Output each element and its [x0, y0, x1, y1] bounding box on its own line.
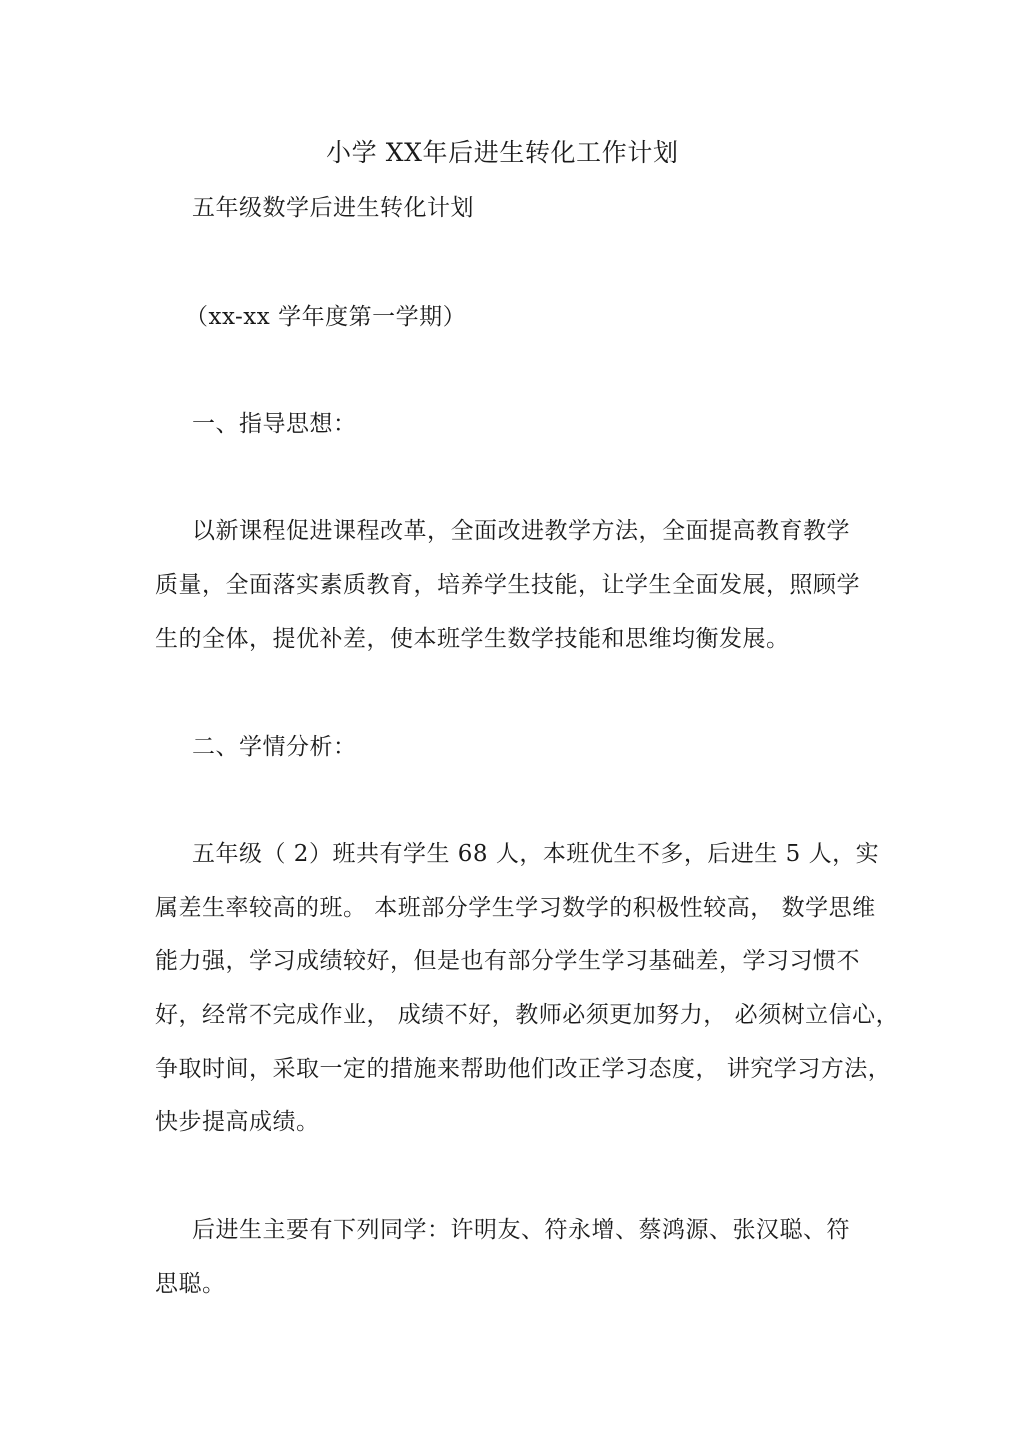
paragraph-line: 属差生率较高的班。 本班部分学生学习数学的积极性较高， 数学思维 — [155, 895, 876, 921]
term-label: （xx-xx 学年度第一学期） — [185, 304, 467, 330]
document-subtitle: 五年级数学后进生转化计划 — [192, 195, 474, 221]
paragraph-line: 能力强，学习成绩较好，但是也有部分学生学习基础差，学习习惯不 — [155, 948, 860, 974]
paragraph-line: 五年级（ 2）班共有学生 68 人，本班优生不多，后进生 5 人，实 — [192, 841, 880, 867]
paragraph-line: 思聪。 — [155, 1271, 226, 1297]
paragraph-line: 后进生主要有下列同学：许明友、符永增、蔡鸿源、张汉聪、符 — [192, 1217, 850, 1243]
document-title: 小学 XX年后进生转化工作计划 — [326, 138, 679, 167]
paragraph-line: 生的全体，提优补差，使本班学生数学技能和思维均衡发展。 — [155, 626, 790, 652]
section-heading-guiding-ideology: 一、指导思想： — [192, 411, 357, 437]
paragraph-line: 以新课程促进课程改革，全面改进教学方法，全面提高教育教学 — [192, 518, 850, 544]
paragraph-line: 好，经常不完成作业， 成绩不好，教师必须更加努力， 必须树立信心， — [155, 1002, 900, 1028]
paragraph-line: 质量，全面落实素质教育，培养学生技能，让学生全面发展，照顾学 — [155, 572, 860, 598]
paragraph-line: 争取时间，采取一定的措施来帮助他们改正学习态度， 讲究学习方法， — [155, 1056, 892, 1082]
section-heading-learning-analysis: 二、学情分析： — [192, 734, 357, 760]
paragraph-line: 快步提高成绩。 — [155, 1109, 320, 1135]
